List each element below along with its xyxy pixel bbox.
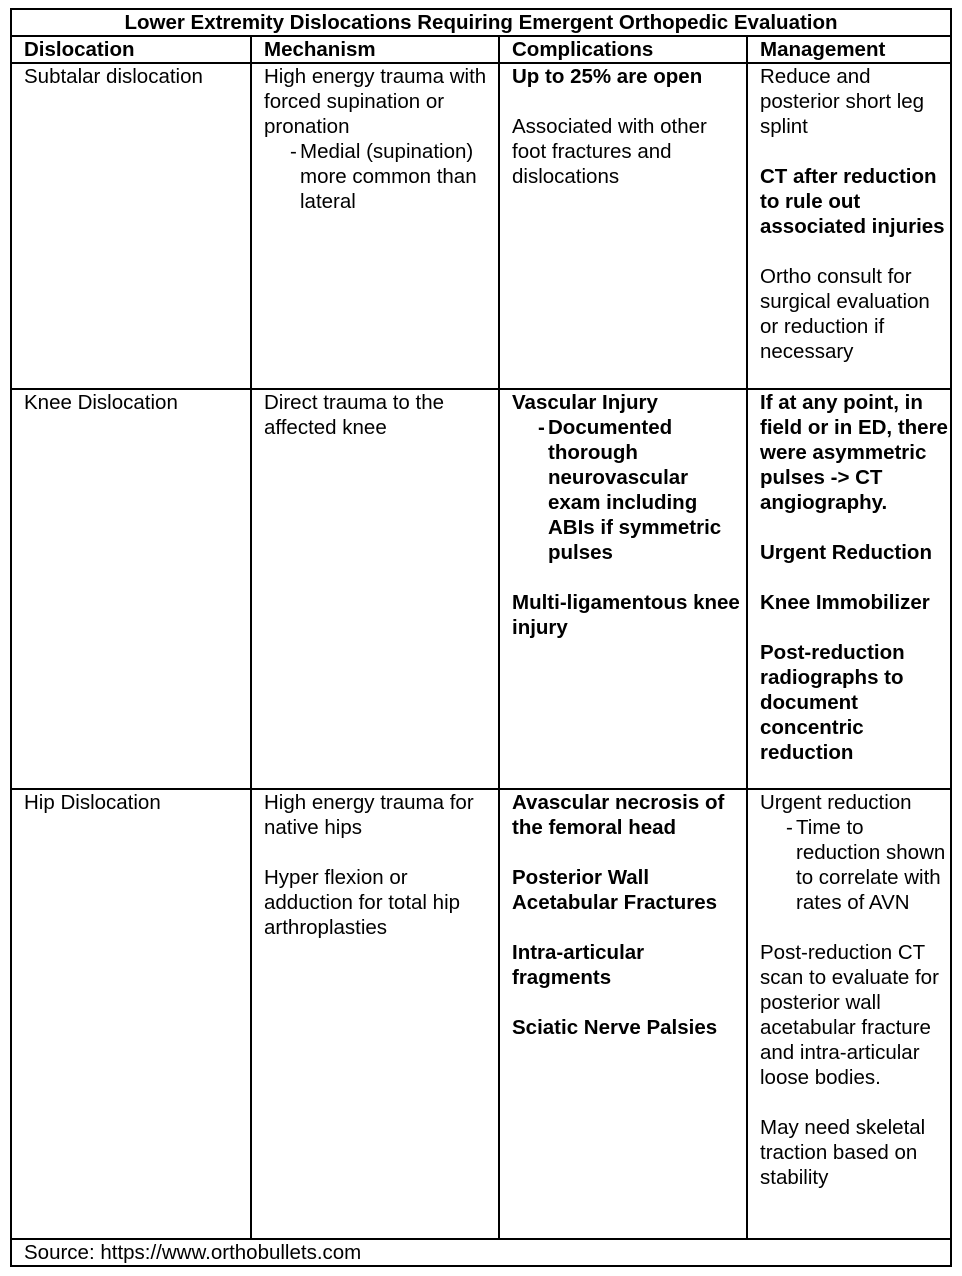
cell-dislocation: [11, 63, 251, 389]
cell-management: [747, 789, 951, 1239]
cell-complications: [499, 789, 747, 1239]
complication-item: Posterior Wall Acetabular Fractures: [512, 866, 718, 914]
complication-item: Intra-articular fragments: [512, 941, 645, 989]
dislocation-name: Knee Dislocation: [24, 391, 178, 414]
dash-marker: -: [786, 816, 793, 839]
bullet-item: [264, 139, 498, 214]
header-mechanism: Mechanism: [251, 36, 499, 63]
table-row-knee: [11, 389, 951, 789]
cell-complications: [499, 63, 747, 389]
management-item: Urgent reduction: [760, 791, 912, 814]
management-item: Ortho consult for surgical evaluation or reduction if necessary: [760, 265, 930, 363]
complication-item: Avascular necrosis of the femoral head: [512, 791, 725, 839]
header-row: [11, 36, 951, 63]
table-row-hip: [11, 789, 951, 1239]
mechanism-text: Direct trauma to the affected knee: [264, 391, 445, 439]
management-item: Knee Immobilizer: [760, 591, 930, 614]
management-item: CT after reduction to rule out associated injuries: [760, 165, 945, 238]
management-item: Post-reduction radiographs to document concentric reduction: [760, 641, 905, 764]
complication-item: Sciatic Nerve Palsies: [512, 1016, 718, 1039]
management-item: If at any point, in field or in ED, there were asymmetric pulses -> CT angiography.: [760, 391, 948, 514]
cell-management: [747, 63, 951, 389]
management-item: Reduce and posterior short leg splint: [760, 65, 925, 138]
cell-mechanism: [251, 789, 499, 1239]
cell-complications: [499, 389, 747, 789]
dislocations-table: [10, 8, 952, 1267]
complication-item: Up to 25% are open: [512, 65, 703, 88]
cell-dislocation: [11, 789, 251, 1239]
cell-management: [747, 389, 951, 789]
bullet-text: Documented thorough neurovascular exam including ABIs if symmetric pulses: [548, 416, 722, 564]
dash-marker: -: [290, 140, 297, 163]
dislocation-name: Subtalar dislocation: [24, 65, 203, 88]
management-item: Urgent Reduction: [760, 541, 932, 564]
bullet-item: [760, 815, 950, 915]
mechanism-text: High energy trauma with forced supination or pronation: [264, 65, 487, 138]
dash-marker: -: [538, 416, 545, 439]
header-complications: Complications: [499, 36, 747, 63]
source-text: Source: https://www.orthobullets.com: [11, 1239, 951, 1266]
complication-item: Associated with other foot fractures and dislocations: [512, 115, 707, 188]
header-dislocation: Dislocation: [11, 36, 251, 63]
complication-item: Vascular Injury: [512, 391, 658, 414]
source-row: [11, 1239, 951, 1266]
management-item: Post-reduction CT scan to evaluate for posterior wall acetabular fracture and intra-articular loose bodies.: [760, 941, 939, 1089]
mechanism-text: Hyper flexion or adduction for total hip arthroplasties: [264, 866, 461, 939]
cell-mechanism: [251, 389, 499, 789]
bullet-text: Medial (supination) more common than lateral: [300, 140, 477, 213]
dislocation-name: Hip Dislocation: [24, 791, 161, 814]
title-row: [11, 9, 951, 36]
bullet-text: Time to reduction shown to correlate with rates of AVN: [796, 816, 946, 914]
bullet-item: [512, 415, 746, 565]
table-title: Lower Extremity Dislocations Requiring Emergent Orthopedic Evaluation: [11, 9, 951, 36]
mechanism-text: High energy trauma for native hips: [264, 791, 474, 839]
complication-item: Multi-ligamentous knee injury: [512, 591, 740, 639]
cell-dislocation: [11, 389, 251, 789]
management-item: May need skeletal traction based on stability: [760, 1116, 926, 1189]
header-management: Management: [747, 36, 951, 63]
cell-mechanism: [251, 63, 499, 389]
table-row-subtalar: [11, 63, 951, 389]
